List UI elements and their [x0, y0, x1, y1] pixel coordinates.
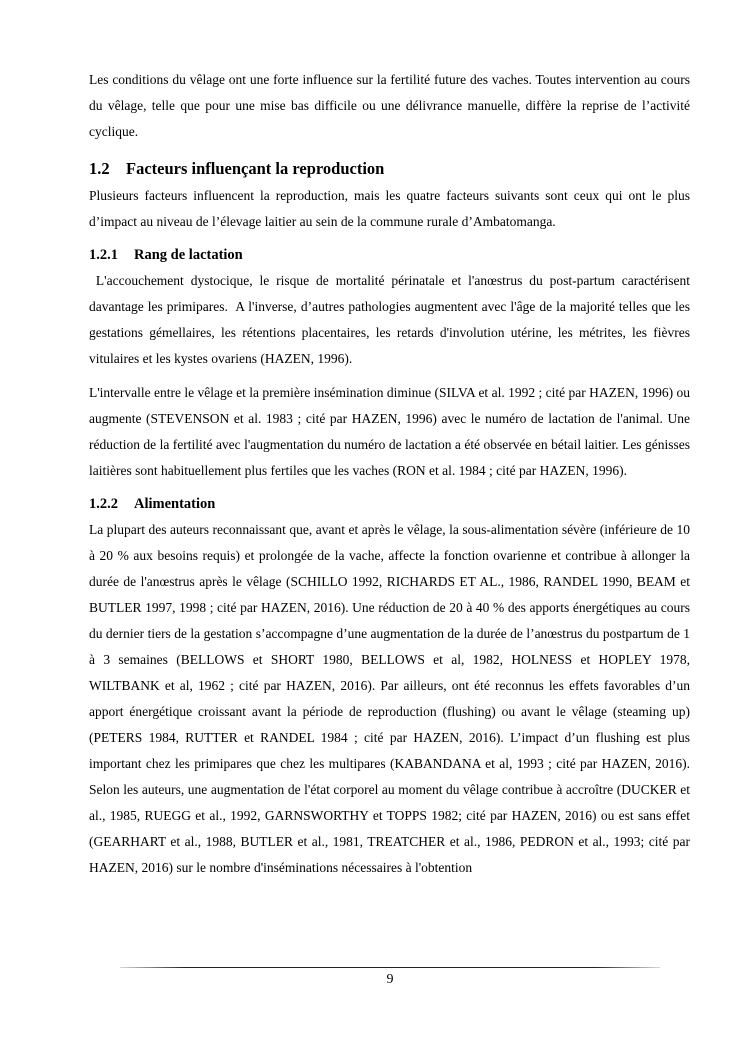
section-number: 1.2	[89, 159, 110, 178]
lactation-paragraph-1: L'accouchement dystocique, le risque de mortalité périnatale et l'anœstrus du post-partum caractérisent davantage les primipares. A l'inverse, d’autres pathologies augmentent avec l'âge de la majorité telles que les gestations gémellaires, les rétentions placentaires, les retards d'involution utérine, les métrites, les fièvres vitulaires et les kystes ovariens (HAZEN, 1996).	[89, 273, 694, 366]
subsection-heading-1-2-2	[89, 492, 690, 516]
lactation-paragraph-2: L'intervalle entre le vêlage et la première insémination diminue (SILVA et al. 1992 ; cité par HAZEN, 1996) ou augmente (STEVENSON et al. 1983 ; cité par HAZEN, 1996) avec le numéro de lactation de l'animal. Une réduction de la fertilité avec l'augmentation du numéro de lactation a été observée en bétail laitier. Les génisses laitières sont habituellement plus fertiles que les vaches (RON et al. 1984 ; cité par HAZEN, 1996).	[89, 385, 690, 478]
section-1-2-paragraph: Plusieurs facteurs influencent la reproduction, mais les quatre facteurs suivants sont ceux qui ont le plus d’impact au niveau de l’élevage laitier au sein de la commune rurale d’Ambatomanga.	[89, 188, 690, 229]
section-heading-1-2	[89, 157, 690, 181]
section-title: Facteurs influençant la reproduction	[126, 159, 385, 178]
page-number: 9	[386, 972, 394, 987]
page-body	[89, 67, 694, 881]
subsection-heading-1-2-1	[89, 243, 690, 267]
subsection-title: Alimentation	[134, 496, 216, 512]
alimentation-paragraph: La plupart des auteurs reconnaissant que, avant et après le vêlage, la sous-alimentation sévère (inférieure de 10 à 20 % aux besoins requis) et prolongée de la vache, affecte la fonction ovarienne et contribue à allonger la durée de l'anœstrus après le vêlage (SCHILLO 1992, RICHARDS ET AL., 1986, RANDEL 1990, BEAM et BUTLER 1997, 1998 ; cité par HAZEN, 2016). Une réduction de 20 à 40 % des apports énergétiques au cours du dernier tiers de la gestation s’accompagne d’une augmentation de la durée de l’anœstrus du postpartum de 1 à 3 semaines (BELLOWS et SHORT 1980, BELLOWS et al, 1982, HOLNESS et HOPLEY 1978, WILTBANK et al, 1962 ; cité par HAZEN, 2016). Par ailleurs, ont été reconnus les effets favorables d’un apport énergétique croissant avant la période de reproduction (flushing) ou avant le vêlage (steaming up) (PETERS 1984, RUTTER et RANDEL 1984 ; cité par HAZEN, 2016). L’impact d’un flushing est plus important chez les primipares que chez les multipares (KABANDANA et al, 1993 ; cité par HAZEN, 2016). Selon les auteurs, une augmentation de l'état corporel au moment du vêlage contribue à accroître (DUCKER et al., 1985, RUEGG et al., 1992, GARNSWORTHY et TOPPS 1982; cité par HAZEN, 2016) ou est sans effet (GEARHART et al., 1988, BUTLER et al., 1981, TREATCHER et al., 1986, PEDRON et al., 1993; cité par HAZEN, 2016) sur le nombre d'inséminations nécessaires à l'obtention	[89, 522, 690, 875]
intro-paragraph: Les conditions du vêlage ont une forte influence sur la fertilité future des vaches. Toutes intervention au cours du vêlage, telle que pour une mise bas difficile ou une délivrance manuelle, diffère la reprise de l’activité cyclique.	[89, 72, 690, 139]
subsection-title: Rang de lactation	[134, 247, 243, 263]
subsection-number: 1.2.2	[89, 496, 118, 512]
footer-divider	[120, 967, 660, 968]
subsection-number: 1.2.1	[89, 247, 118, 263]
